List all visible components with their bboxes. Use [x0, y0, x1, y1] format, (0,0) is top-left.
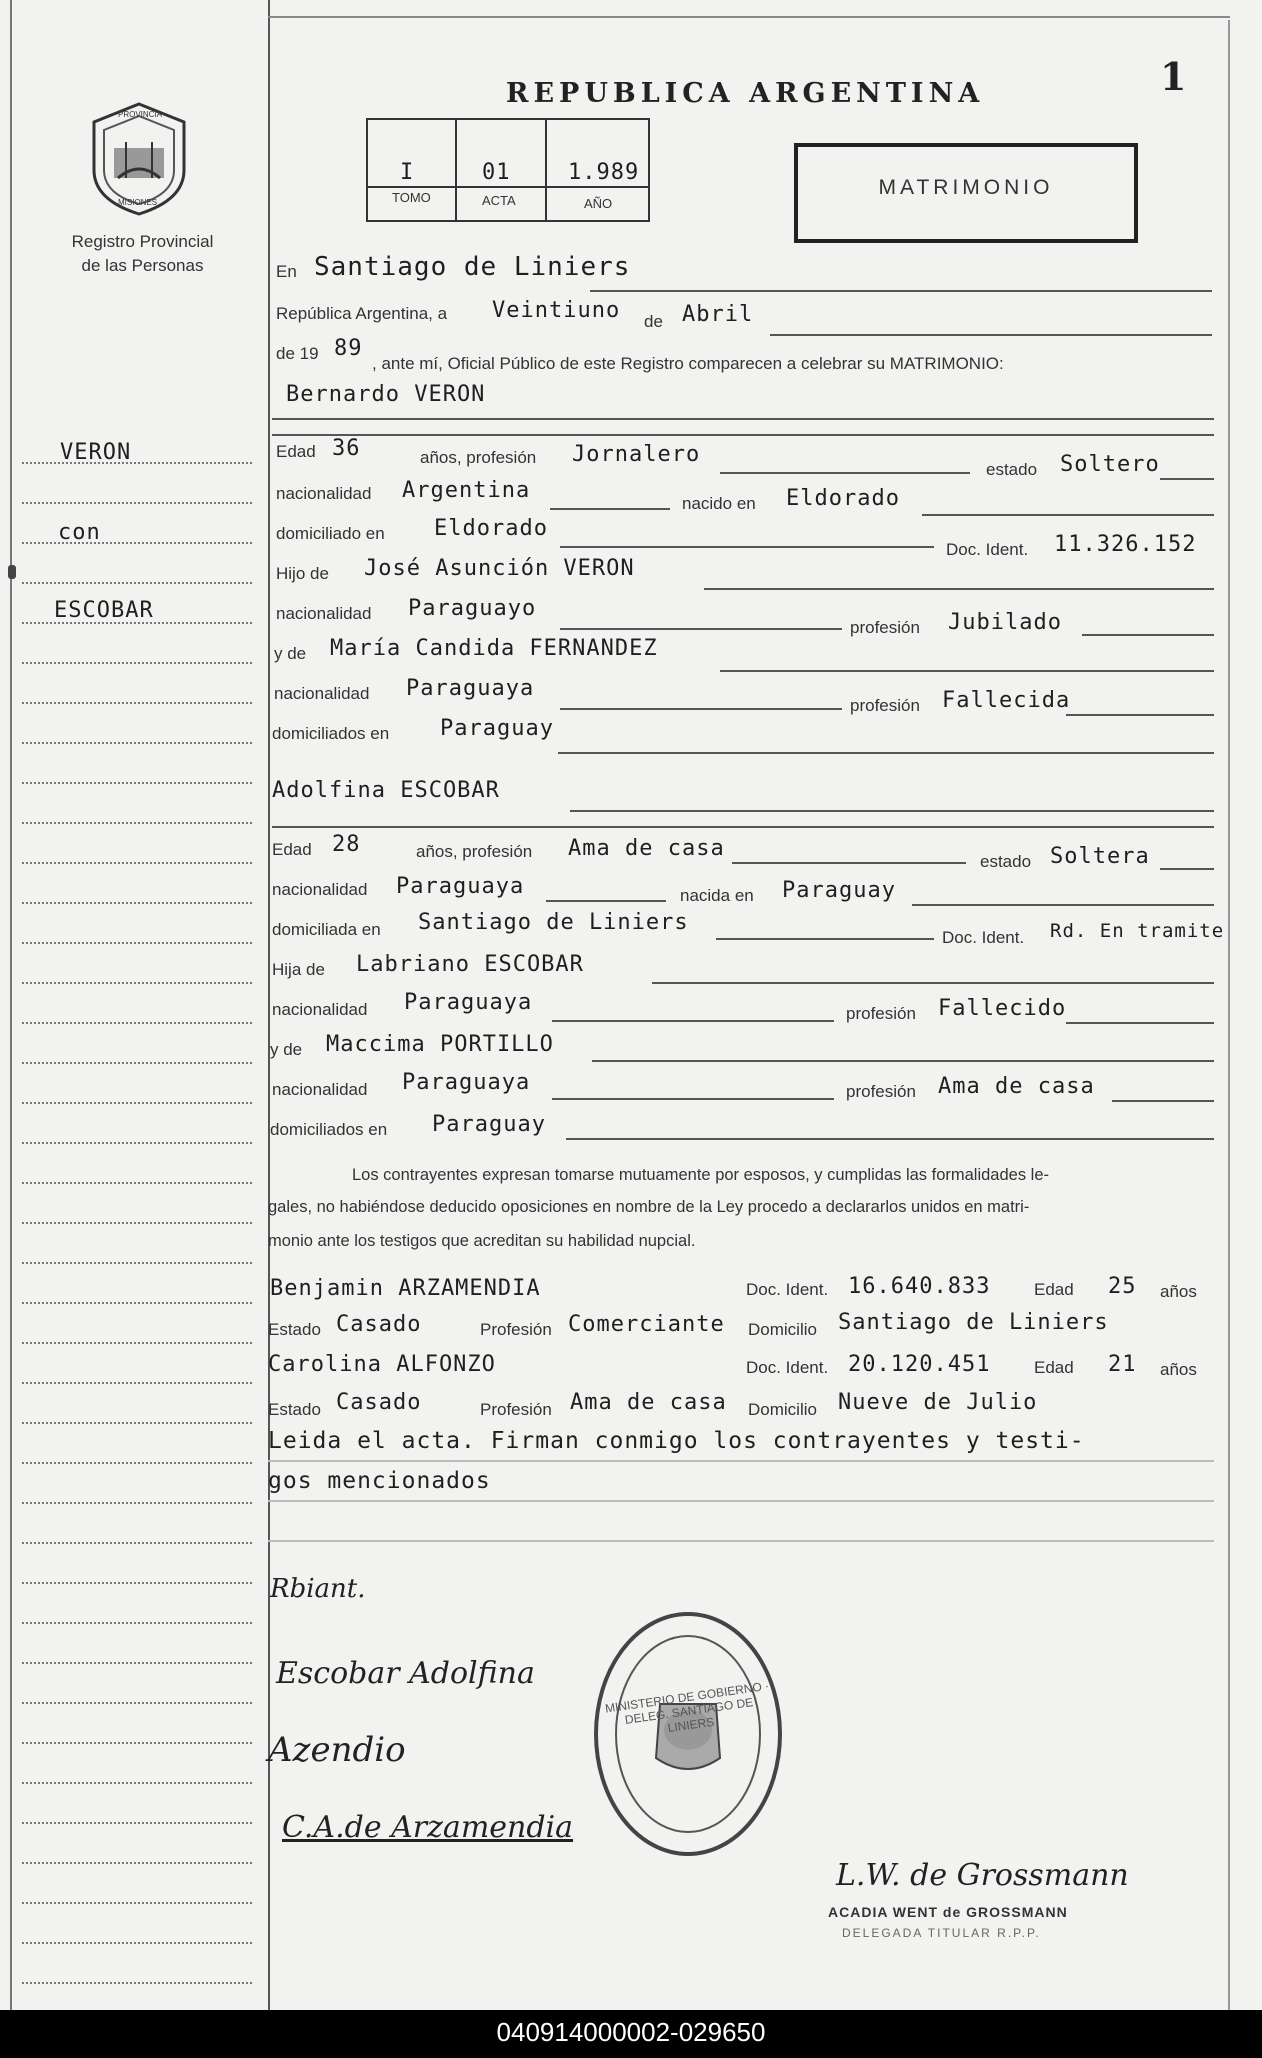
bride-mother: Maccima PORTILLO: [326, 1032, 554, 1057]
groom-age: 36: [332, 436, 361, 461]
country-title: REPUBLICA ARGENTINA: [506, 78, 985, 109]
bride-parents-residence-label: domiciliados en: [270, 1120, 388, 1139]
de-label: de: [644, 312, 663, 331]
groom-nationality-label: nacionalidad: [276, 484, 372, 503]
field-rule: [272, 826, 1214, 828]
margin-line: [22, 702, 252, 704]
act-type-label: MATRIMONIO: [878, 176, 1054, 199]
field-rule: [1082, 634, 1214, 636]
witness2-address: Nueve de Julio: [838, 1390, 1038, 1415]
field-rule: [704, 588, 1214, 590]
seal-top-text: PROVINCIA: [118, 110, 163, 119]
bride-name: Adolfina ESCOBAR: [272, 778, 500, 803]
bride-status: Soltera: [1050, 844, 1150, 869]
bride-father: Labriano ESCOBAR: [356, 952, 584, 977]
field-rule: [716, 938, 934, 940]
barcode-id: 040914000002-029650: [496, 2017, 766, 2047]
field-rule: [652, 982, 1214, 984]
witness1-profession-label: Profesión: [480, 1320, 552, 1339]
field-rule: [550, 508, 670, 510]
margin-line: [22, 1982, 252, 1984]
margin-line: [22, 1022, 252, 1024]
month-value: Abril: [682, 302, 754, 327]
field-rule: [720, 472, 970, 474]
field-rule: [268, 1540, 1214, 1542]
bride-mother-profession-label: profesión: [846, 1082, 916, 1101]
registry-name-line2: de las Personas: [81, 256, 204, 275]
bride-mother-label: y de: [270, 1040, 303, 1059]
field-rule: [1112, 1100, 1214, 1102]
en-label: En: [276, 262, 297, 281]
margin-line: [22, 982, 252, 984]
margin-surname-groom: VERON: [60, 440, 132, 465]
groom-mother-nationality: Paraguaya: [406, 676, 535, 701]
bride-mother-profession: Ama de casa: [938, 1074, 1095, 1099]
bride-nationality: Paraguaya: [396, 874, 525, 899]
field-rule: [912, 904, 1214, 906]
margin-line: [22, 662, 252, 664]
groom-father-nationality-label: nacionalidad: [276, 604, 372, 623]
witness2-status-label: Estado: [268, 1400, 321, 1419]
witness1-status-label: Estado: [268, 1320, 321, 1339]
witness1-address-label: Domicilio: [748, 1320, 817, 1339]
groom-age-label: Edad: [276, 442, 316, 461]
margin-line: [22, 1942, 252, 1944]
witness2-profession: Ama de casa: [570, 1390, 727, 1415]
top-border: [268, 16, 1230, 18]
margin-line: [22, 1662, 252, 1664]
margin-line: [22, 1222, 252, 1224]
field-rule: [590, 290, 1212, 292]
field-rule: [268, 1460, 1214, 1462]
intro-statement: , ante mí, Oficial Público de este Registro comparecen a celebrar su MATRIMONIO:: [372, 354, 1004, 373]
groom-parents-residence-label: domiciliados en: [272, 724, 390, 743]
field-rule: [546, 900, 666, 902]
bride-parents-residence: Paraguay: [432, 1112, 546, 1137]
ano-label: AÑO: [584, 196, 613, 211]
margin-line: [22, 1342, 252, 1344]
margin-line: [22, 542, 252, 544]
margin-line: [22, 1782, 252, 1784]
margin-line: [22, 742, 252, 744]
margin-line: [22, 1102, 252, 1104]
field-rule: [560, 708, 842, 710]
place-value: Santiago de Liniers: [314, 252, 631, 282]
groom-born: Eldorado: [786, 486, 900, 511]
bride-father-nationality: Paraguaya: [404, 990, 533, 1015]
groom-father-label: Hijo de: [276, 564, 329, 583]
bride-status-label: estado: [980, 852, 1032, 871]
margin-line: [22, 782, 252, 784]
official-name: ACADIA WENT de GROSSMANN: [828, 1904, 1068, 1920]
declaration-line1: Los contrayentes expresan tomarse mutuamente por esposos, y cumplidas las formalidades le-: [352, 1166, 1050, 1184]
groom-mother-profession: Fallecida: [942, 688, 1071, 713]
margin-line: [22, 1902, 252, 1904]
bride-doc-label: Doc. Ident.: [942, 928, 1025, 947]
acta-label: ACTA: [482, 193, 516, 208]
margin-line: [22, 462, 252, 464]
record-table-rule: [366, 186, 648, 188]
groom-profession-label: años, profesión: [420, 448, 537, 467]
witness2-status: Casado: [336, 1390, 422, 1415]
right-edge-line: [1228, 20, 1230, 2010]
groom-born-label: nacido en: [682, 494, 756, 513]
margin-line: [22, 1862, 252, 1864]
witness2-doc: 20.120.451: [848, 1352, 991, 1377]
witness2-address-label: Domicilio: [748, 1400, 817, 1419]
field-rule: [558, 752, 1214, 754]
margin-line: [22, 1622, 252, 1624]
margin-line: [22, 942, 252, 944]
groom-mother-profession-label: profesión: [850, 696, 920, 715]
field-rule: [552, 1020, 834, 1022]
margin-connector: con: [58, 520, 101, 545]
acta-value: 01: [482, 160, 511, 185]
bride-signature: Escobar Adolfina: [276, 1656, 535, 1691]
field-rule: [566, 1138, 1214, 1140]
binder-hole: [8, 565, 16, 579]
witness1-name: Benjamin ARZAMENDIA: [270, 1276, 541, 1301]
groom-father-profession-label: profesión: [850, 618, 920, 637]
margin-line: [22, 862, 252, 864]
witness1-age: 25: [1108, 1274, 1137, 1299]
margin-line: [22, 1502, 252, 1504]
margin-line: [22, 1422, 252, 1424]
bride-residence-label: domiciliada en: [272, 920, 381, 939]
margin-line: [22, 502, 252, 504]
tomo-value: I: [400, 160, 415, 185]
witness2-doc-label: Doc. Ident.: [746, 1358, 829, 1377]
groom-parents-residence: Paraguay: [440, 716, 554, 741]
bride-father-profession: Fallecido: [938, 996, 1067, 1021]
margin-line: [22, 1142, 252, 1144]
bride-born: Paraguay: [782, 878, 896, 903]
margin-line: [22, 1542, 252, 1544]
declaration-line2: gales, no habiéndose deducido oposiciones en nombre de la Ley procedo a declararlos unidos en matri-: [268, 1198, 1030, 1216]
bride-residence: Santiago de Liniers: [418, 910, 689, 935]
groom-residence-label: domiciliado en: [276, 524, 385, 543]
groom-signature: Rbiant.: [270, 1574, 366, 1604]
bride-father-profession-label: profesión: [846, 1004, 916, 1023]
groom-father: José Asunción VERON: [364, 556, 635, 581]
stamp-text: MINISTERIO DE GOBIERNO · DELEG. SANTIAGO DE LINIERS: [604, 1678, 770, 1736]
margin-line: [22, 582, 252, 584]
groom-mother: María Candida FERNANDEZ: [330, 636, 658, 661]
year-suffix: 89: [334, 336, 363, 361]
groom-status-label: estado: [986, 460, 1038, 479]
margin-line: [22, 1062, 252, 1064]
witness2-age-label: Edad: [1034, 1358, 1074, 1377]
groom-status: Soltero: [1060, 452, 1160, 477]
field-rule: [272, 418, 1214, 420]
witness1-doc-label: Doc. Ident.: [746, 1280, 829, 1299]
field-rule: [1066, 1022, 1214, 1024]
groom-father-nationality: Paraguayo: [408, 596, 537, 621]
margin-line: [22, 1302, 252, 1304]
margin-line: [22, 1742, 252, 1744]
bride-mother-nationality: Paraguaya: [402, 1070, 531, 1095]
bride-father-nationality-label: nacionalidad: [272, 1000, 368, 1019]
field-rule: [272, 434, 1214, 436]
witness1-profession: Comerciante: [568, 1312, 725, 1337]
groom-doc: 11.326.152: [1054, 532, 1197, 557]
groom-father-profession: Jubilado: [948, 610, 1062, 635]
field-rule: [922, 514, 1214, 516]
field-rule: [570, 810, 1214, 812]
field-rule: [552, 1098, 834, 1100]
bride-born-label: nacida en: [680, 886, 754, 905]
left-edge-line: [10, 0, 12, 2010]
bride-father-label: Hija de: [272, 960, 325, 979]
witness2-anos-label: años: [1160, 1360, 1197, 1379]
ano-value: 1.989: [568, 160, 640, 185]
field-rule: [268, 1500, 1214, 1502]
witness1-age-label: Edad: [1034, 1280, 1074, 1299]
margin-line: [22, 1462, 252, 1464]
margin-line: [22, 1582, 252, 1584]
day-value: Veintiuno: [492, 298, 621, 323]
groom-mother-label: y de: [274, 644, 307, 663]
declaration-line3: monio ante los testigos que acreditan su habilidad nupcial.: [268, 1232, 696, 1250]
witness2-profession-label: Profesión: [480, 1400, 552, 1419]
field-rule: [1160, 478, 1214, 480]
witness2-signature: C.A.de Arzamendia: [282, 1810, 574, 1845]
field-rule: [1160, 868, 1214, 870]
field-rule: [732, 862, 966, 864]
field-rule: [770, 334, 1212, 336]
republica-label: República Argentina, a: [276, 304, 448, 323]
seal-bottom-text: MISIONES: [118, 198, 158, 207]
page-number: 1: [1160, 54, 1187, 99]
witness1-status: Casado: [336, 1312, 422, 1337]
groom-doc-label: Doc. Ident.: [946, 540, 1029, 559]
groom-profession: Jornalero: [572, 442, 701, 467]
field-rule: [592, 1060, 1214, 1062]
bride-doc: Rd. En tramite: [1050, 920, 1225, 942]
witness1-signature: Azendio: [268, 1730, 406, 1770]
field-rule: [720, 670, 1214, 672]
record-table-divider: [545, 118, 547, 220]
bride-mother-nationality-label: nacionalidad: [272, 1080, 368, 1099]
witness1-address: Santiago de Liniers: [838, 1310, 1109, 1335]
field-rule: [560, 546, 934, 548]
witness2-age: 21: [1108, 1352, 1137, 1377]
field-rule: [560, 628, 842, 630]
margin-divider: [268, 0, 270, 2010]
groom-name: Bernardo VERON: [286, 382, 486, 407]
margin-line: [22, 902, 252, 904]
margin-line: [22, 1702, 252, 1704]
field-rule: [1066, 714, 1214, 716]
margin-line: [22, 1382, 252, 1384]
bride-profession-label: años, profesión: [416, 842, 533, 861]
witness2-name: Carolina ALFONZO: [268, 1352, 496, 1377]
official-signature: L.W. de Grossmann: [836, 1858, 1129, 1893]
witness1-doc: 16.640.833: [848, 1274, 991, 1299]
margin-line: [22, 1182, 252, 1184]
bride-nationality-label: nacionalidad: [272, 880, 368, 899]
margin-line: [22, 1822, 252, 1824]
registry-name-line1: Registro Provincial: [71, 232, 214, 251]
tomo-label: TOMO: [392, 190, 431, 205]
margin-line: [22, 1262, 252, 1264]
closing-line2: gos mencionados: [268, 1468, 491, 1494]
official-title: DELEGADA TITULAR R.P.P.: [842, 1926, 1041, 1940]
bride-age-label: Edad: [272, 840, 312, 859]
bride-age: 28: [332, 832, 361, 857]
closing-line1: Leida el acta. Firman conmigo los contrayentes y testi-: [268, 1428, 1085, 1454]
margin-surname-bride: ESCOBAR: [54, 598, 154, 623]
record-table-divider: [455, 118, 457, 220]
groom-nationality: Argentina: [402, 478, 531, 503]
bride-profession: Ama de casa: [568, 836, 725, 861]
groom-residence: Eldorado: [434, 516, 548, 541]
year-prefix: de 19: [276, 344, 319, 363]
witness1-anos-label: años: [1160, 1282, 1197, 1301]
margin-line: [22, 822, 252, 824]
groom-mother-nationality-label: nacionalidad: [274, 684, 370, 703]
